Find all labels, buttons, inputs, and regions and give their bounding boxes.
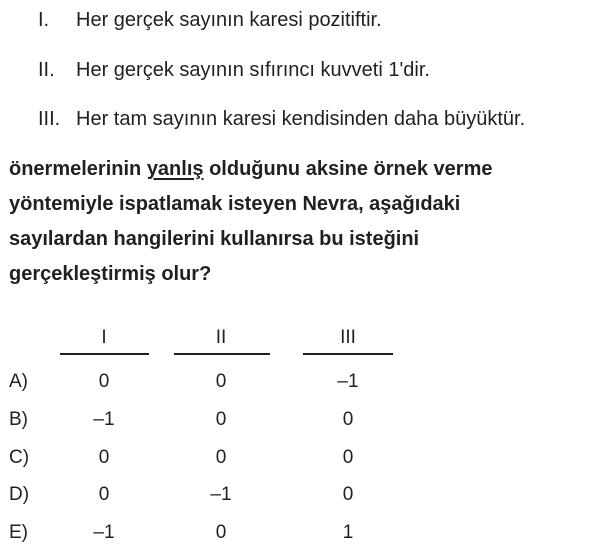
statement-number: I. <box>38 9 50 31</box>
statement-2 <box>38 58 430 82</box>
column-header-2: II <box>215 327 227 348</box>
table-cell: 0 <box>215 371 227 392</box>
question-text <box>9 152 607 292</box>
option-label: D) <box>9 484 30 505</box>
statement-text: Her tam sayının karesi kendisinden daha büyüktür. <box>76 108 526 130</box>
option-label: B) <box>9 409 28 430</box>
table-cell: 0 <box>98 484 110 505</box>
table-cell: 0 <box>215 522 227 543</box>
question-line-1 <box>9 152 607 187</box>
question-text-part: önermelerinin <box>9 158 147 180</box>
table-cell: 1 <box>342 522 354 543</box>
statement-text: Her gerçek sayının karesi pozitiftir. <box>76 9 382 31</box>
table-cell: 0 <box>215 409 227 430</box>
statement-1 <box>38 8 382 32</box>
table-cell: 0 <box>215 447 227 468</box>
column-header-1: I <box>101 327 107 348</box>
question-line-2: yöntemiyle ispatlamak isteyen Nevra, aşağıdaki <box>9 193 461 215</box>
statement-number: III. <box>38 108 61 130</box>
statement-3 <box>38 107 526 131</box>
table-cell: 0 <box>342 447 354 468</box>
option-label: A) <box>9 371 28 392</box>
table-cell: 0 <box>342 409 354 430</box>
column-rule-2 <box>174 353 270 355</box>
table-cell: –1 <box>93 409 115 430</box>
table-cell: 0 <box>98 371 110 392</box>
statement-text: Her gerçek sayının sıfırıncı kuvveti 1'dir. <box>76 59 430 81</box>
option-label: C) <box>9 447 30 468</box>
option-label: E) <box>9 522 28 543</box>
column-header-3: III <box>340 327 356 348</box>
question-line-4: gerçekleştirmiş olur? <box>9 263 212 285</box>
table-cell: –1 <box>93 522 115 543</box>
statement-number: II. <box>38 59 55 81</box>
question-text-part: olduğunu aksine örnek verme <box>203 158 493 180</box>
question-underlined-word: yanlış <box>146 158 204 180</box>
column-rule-1 <box>60 353 149 355</box>
table-cell: 0 <box>98 447 110 468</box>
table-cell: 0 <box>342 484 354 505</box>
table-cell: –1 <box>337 371 359 392</box>
table-cell: –1 <box>210 484 232 505</box>
column-rule-3 <box>303 353 393 355</box>
question-line-3: sayılardan hangilerini kullanırsa bu isteğini <box>9 228 420 250</box>
